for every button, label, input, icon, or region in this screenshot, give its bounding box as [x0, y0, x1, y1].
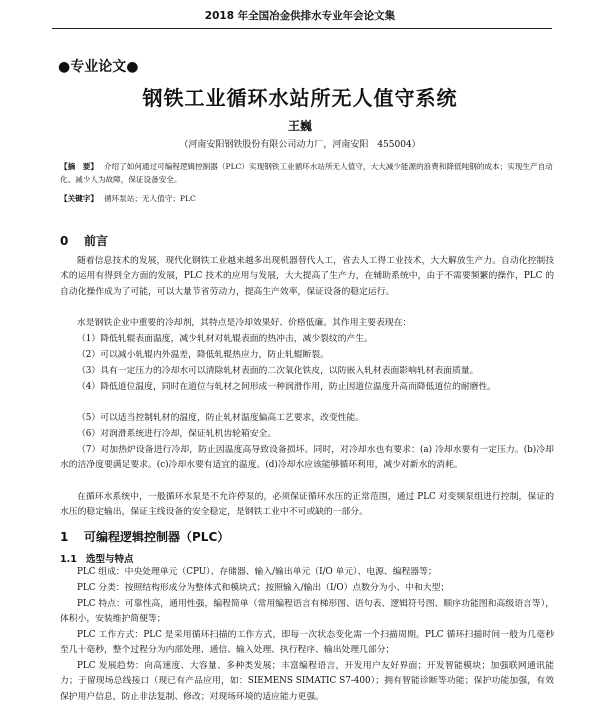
section-1-heading: [60, 528, 229, 545]
list-item: （7）对加热炉设备进行冷却，防止因温度高导致设备损坏。同时，对冷却水也有要求：(a) 冷却水要有一定压力。(b)冷却水的洁净度要满足要求。(c)冷却水要有适宜的温度。(d)冷却水应该能够循环利用，减少对新水的消耗。: [60, 445, 554, 471]
section-1-title: 可编程逻辑控制器（PLC）: [84, 530, 230, 544]
section-1-number: 1: [60, 530, 69, 544]
keywords-text: 循环泵站；无人值守；PLC: [103, 194, 196, 203]
paragraph: PLC 分类：按照结构形成分为整体式和模块式；按照输入/输出（I/O）点数分为小、中和大型；: [77, 583, 450, 593]
keywords: [60, 193, 554, 204]
section-0-number: 0: [60, 234, 69, 248]
subsection-1-1-heading: [60, 551, 134, 565]
paragraph: 随着信息技术的发展，现代化钢铁工业越来越多出现机器替代人工，省去人工得工业技术，大大解放生产力。自动化控制技术的运用有得到全方面的发展，PLC 技术的应用与发展，大大提高了生产力，在辅助系统中，由于不需要频繁的操作，PLC 的自动化操作成为了可能，可以大量节省劳动力，提高生产效率，保证设备的稳定运行。: [60, 256, 554, 297]
paragraph: 在循环水系统中，一般循环水泵是不允许停泵的，必须保证循环水压的正常范围，通过 PLC 对变频泵组进行控制，保证的水压的稳定输出，保证主线设备的安全稳定，是钢铁工业中不可或缺的一部分。: [60, 492, 554, 518]
section-0-title: 前言: [84, 234, 109, 248]
author: 王巍: [287, 119, 312, 133]
abstract-text: 介绍了如何通过可编程逻辑控制器（PLC）实现钢铁工业循环水站所无人值守，大大减少能源的浪费和降低吨钢的成本；实现生产自动化、减少人为故障，保证设备安全。: [60, 162, 553, 184]
list-item: （5）可以适当控制轧材的温度，防止轧材温度偏高工艺要求，改变性能。: [77, 413, 365, 423]
subsection-1-1-number: 1.1: [60, 554, 77, 565]
paragraph: PLC 特点：可靠性高，通用性强，编程简单（常用编程语言有梯形图、语句表、逻辑符号图、顺序功能图和高级语言等），体积小，安装维护简便等；: [60, 599, 554, 625]
paragraph: PLC 发展趋势：向高速度、大容量、多种类发展；丰富编程语言，开发用户友好界面；开发智能模块；加强联网通讯能力；于留现场总线接口（现已有产品应用，如：SIEMENS SIMATIC S7-400）；拥有智能诊断等功能；保护功能加强，有效保护用户信息，防止非法复制、修改；对现场环境的适应能力更强。: [60, 661, 554, 702]
list-item: （6）对润滑系统进行冷却，保证轧机齿轮箱安全。: [77, 429, 277, 439]
paragraph: PLC 工作方式：PLC 是采用循环扫描的工作方式，即每一次状态变化需一个扫描周期。PLC 循环扫描时间一般为几毫秒至几十毫秒，整个过程分为内部处理、通信、输入处理、执行程序、输出处理几部分；: [60, 630, 554, 656]
section-tag: ●专业论文●: [58, 59, 139, 75]
paragraph: PLC 组成：中央处理单元（CPU）、存储器、输入/输出单元（I/O 单元）、电源、编程器等；: [77, 567, 437, 577]
affiliation: （河南安阳钢铁股份有限公司动力厂，河南安阳 455004）: [179, 140, 421, 150]
abstract-label: 【摘 要】: [60, 162, 98, 171]
list-item: （4）降低道位温度，同时在道位与轧材之间形成一种润滑作用，防止因道位温度升高而降低道位的耐磨性。: [77, 382, 497, 392]
section-0-heading: [60, 232, 108, 249]
list-item: （1）降低轧辊表面温度，减少轧材对轧辊表面的热冲击，减少裂纹的产生。: [77, 334, 373, 344]
list-item: （2）可以减小轧辊内外温差，降低轧辊热应力，防止轧辊断裂。: [77, 350, 329, 360]
header-rule: [52, 28, 552, 29]
abstract: [60, 160, 554, 186]
subsection-1-1-title: 选型与特点: [86, 554, 134, 565]
paragraph: 水是钢铁企业中重要的冷却剂，其特点是冷却效果好、价格低廉。其作用主要表现在：: [77, 318, 412, 328]
paper-title: 钢铁工业循环水站所无人值守系统: [142, 86, 458, 110]
running-header: 2018 年全国冶金供排水专业年会论文集: [204, 10, 396, 22]
keywords-label: 【关键字】: [60, 194, 98, 203]
list-item: （3）具有一定压力的冷却水可以清除轧材表面的二次氧化铁皮，以防嵌入轧材表面影响轧材表面质量。: [77, 366, 479, 376]
